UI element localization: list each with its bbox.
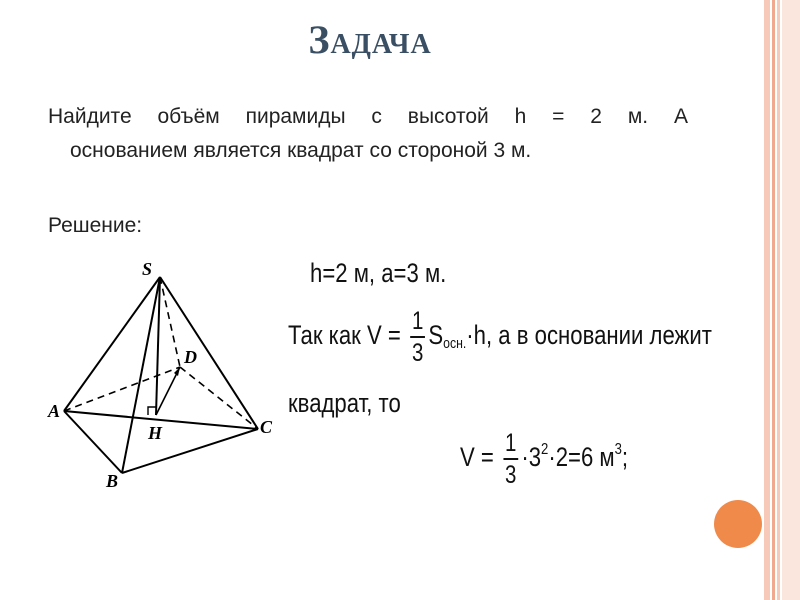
fraction-denominator-2: 3 [504, 461, 517, 489]
calc-power: 2 [541, 441, 549, 459]
problem-text [48, 100, 688, 168]
formula-line [288, 308, 712, 366]
edge-BC [122, 429, 258, 473]
formula-prefix: Так как V = [288, 320, 401, 351]
formula-S: S [428, 320, 444, 351]
calc-end: ; [621, 442, 629, 473]
calc-prefix: V = [460, 442, 494, 473]
edge-DC-hidden [180, 367, 258, 429]
decor-stripe [782, 0, 800, 600]
calc-mid: ·3 [521, 442, 542, 473]
formula-subscript: осн. [443, 335, 467, 353]
given-values: h=2 м, а=3 м. [310, 258, 447, 288]
edge-AB [64, 411, 122, 473]
fraction-numerator: 1 [411, 307, 424, 335]
slide-title: Задача [308, 17, 432, 62]
calc-rest: ·2=6 м [548, 442, 615, 473]
decor-stripe [777, 0, 780, 600]
label-A: A [48, 401, 61, 421]
decor-stripe [764, 0, 770, 600]
decor-stripe [772, 0, 775, 600]
problem-line-1: Найдите объём пирамиды с высотой h = 2 м. А [48, 105, 688, 128]
edge-SA [64, 277, 160, 411]
label-D: D [184, 347, 197, 367]
fraction-bar [410, 336, 425, 338]
label-C: C [260, 417, 273, 437]
edge-AD-hidden [64, 367, 180, 411]
edge-SD-hidden [160, 277, 180, 367]
formula-line-2: квадрат, то [288, 388, 401, 418]
calc-unit-power: 3 [614, 441, 622, 459]
solution-label: Решение: [48, 214, 143, 237]
fraction-numerator-2: 1 [504, 429, 517, 457]
fraction-bar-2 [503, 458, 518, 460]
fraction-one-third [410, 308, 425, 366]
calculation-line [460, 430, 628, 488]
decor-circle [714, 500, 762, 548]
problem-line-2: основанием является квадрат со стороной 3 м. [70, 139, 532, 162]
label-S: S [142, 259, 153, 279]
fraction-one-third-2 [503, 430, 518, 488]
formula-suffix: ·h, а в основании лежит [466, 320, 712, 351]
fraction-denominator: 3 [411, 339, 424, 367]
pyramid-figure [40, 255, 280, 495]
label-B: B [106, 471, 119, 491]
label-H: H [148, 423, 163, 443]
edge-SB [122, 277, 160, 473]
right-angle-mark [148, 407, 156, 415]
edge-SC [160, 277, 258, 429]
